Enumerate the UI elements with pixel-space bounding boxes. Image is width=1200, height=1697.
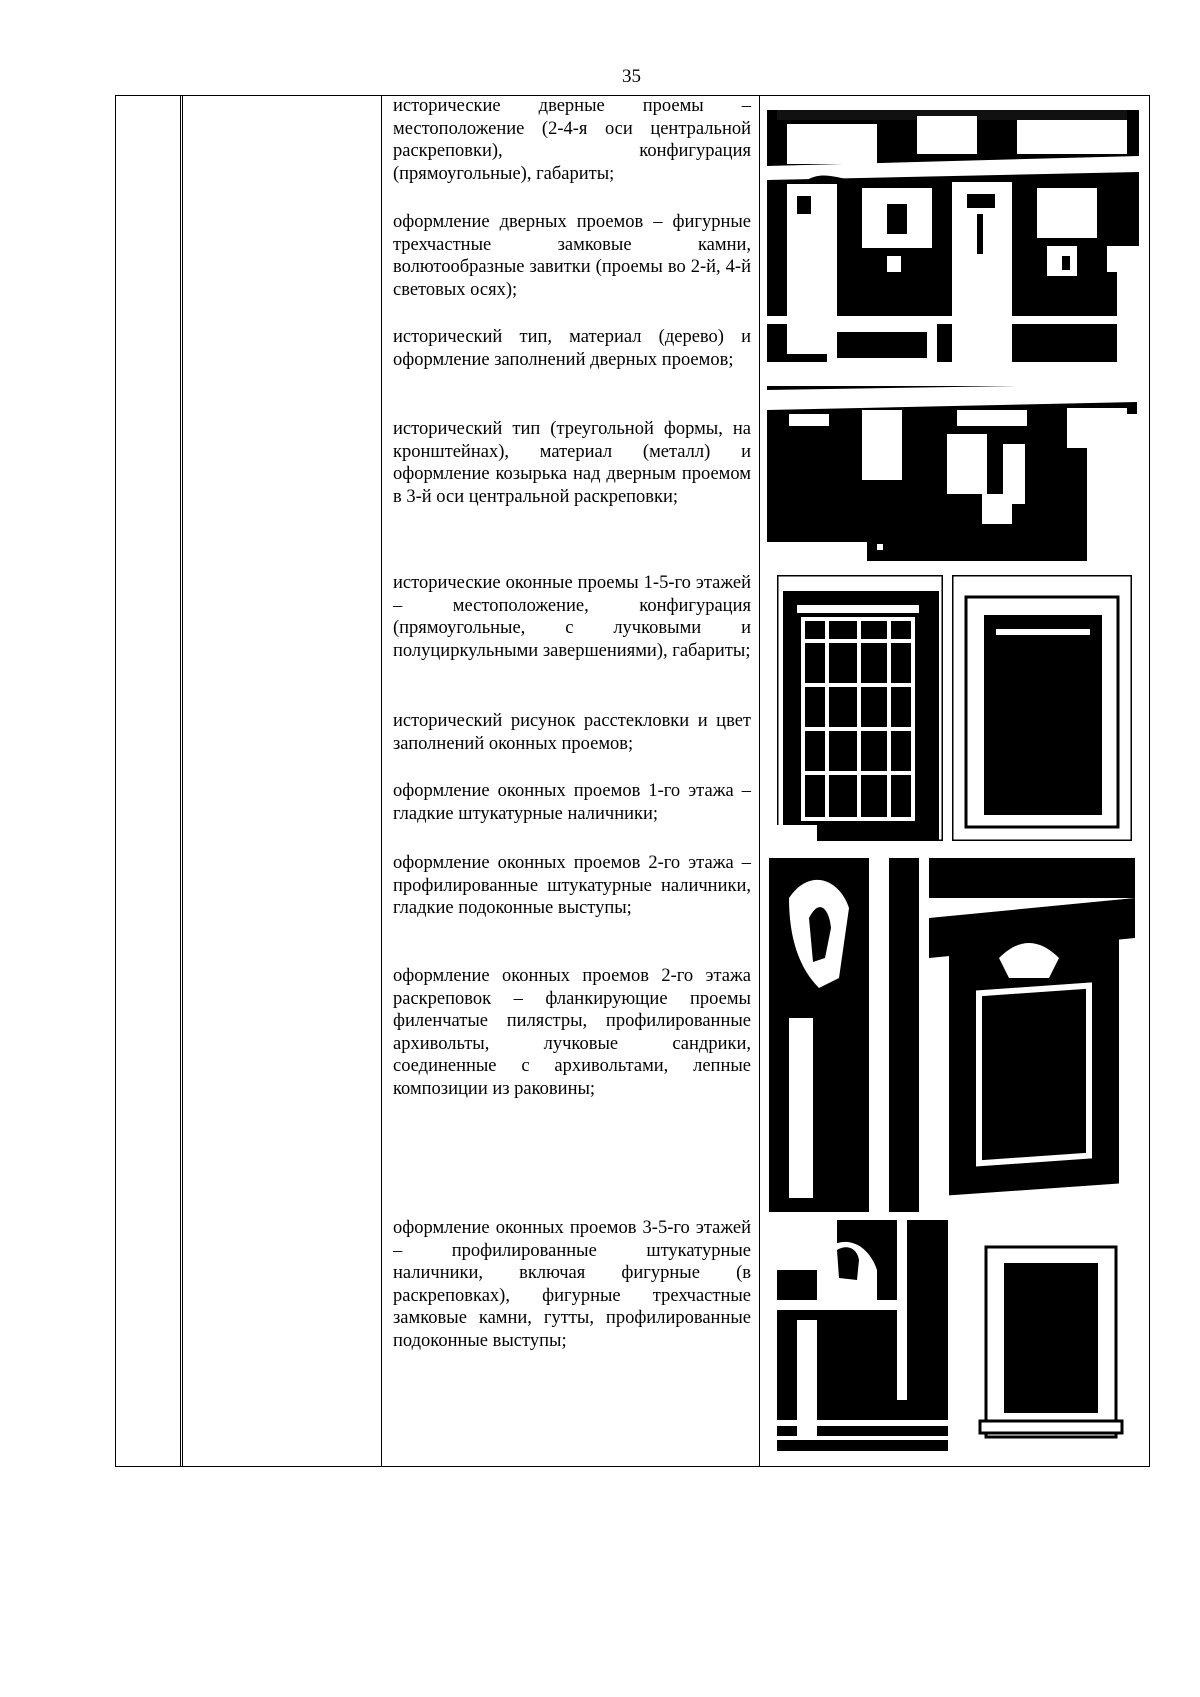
- column-divider: [381, 96, 382, 1466]
- entry-text: исторический рисунок расстекловки и цвет заполнений оконных проемов;: [393, 711, 751, 754]
- facade-doors-photo: [767, 96, 1139, 362]
- column-divider: [759, 96, 760, 1466]
- door-canopy-photo: [767, 374, 1137, 561]
- entry-text: исторические оконные проемы 1-5-го этажей – местоположение, конфигурация (прямоугольные, с лучковыми и полуциркульными завершениями), габариты;: [393, 573, 751, 661]
- page-number: 35: [622, 66, 641, 87]
- entry-text: оформление оконных проемов 3-5-го этажей – профилированные штукатурные наличники, включая фигурные (в раскреповках), фигурные трехчастные замковые камни, гутты, профилированные подоконные выступы;: [393, 1218, 751, 1351]
- entry-text: оформление оконных проемов 1-го этажа – гладкие штукатурные наличники;: [393, 781, 751, 824]
- window-glazing-photo: [777, 575, 943, 841]
- column-divider: [180, 96, 181, 1466]
- upper-window-frame-photo: [777, 1220, 948, 1451]
- window-architrave-photo: [769, 858, 1135, 1212]
- entry-text: исторический тип (треугольной формы, на кронштейнах), материал (металл) и оформление козырька над дверным проемом в 3-й оси центральной раскреповки;: [393, 419, 751, 507]
- entry-text: оформление оконных проемов 2-го этажа раскреповок – фланкирующие проемы филенчатые пилястры, профилированные архивольты, лучковые сандрики, соединенные с архивольтами, лепные композиции из раковины;: [393, 966, 751, 1099]
- entry-text: исторический тип, материал (дерево) и оформление заполнений дверных проемов;: [393, 327, 751, 370]
- column-divider: [182, 96, 183, 1466]
- entry-text: оформление дверных проемов – фигурные трехчастные замковые камни, волютообразные завитки (проемы во 2-й, 4-й световых осях);: [393, 212, 751, 300]
- upper-window-sill-photo: [960, 1235, 1142, 1451]
- entry-text: исторические дверные проемы – местоположение (2-4-я оси центральной раскреповки), конфигурация (прямоугольные), габариты;: [393, 96, 751, 184]
- window-frame-photo: [952, 575, 1132, 841]
- entry-text: оформление оконных проемов 2-го этажа – профилированные штукатурные наличники, гладкие подоконные выступы;: [393, 853, 751, 918]
